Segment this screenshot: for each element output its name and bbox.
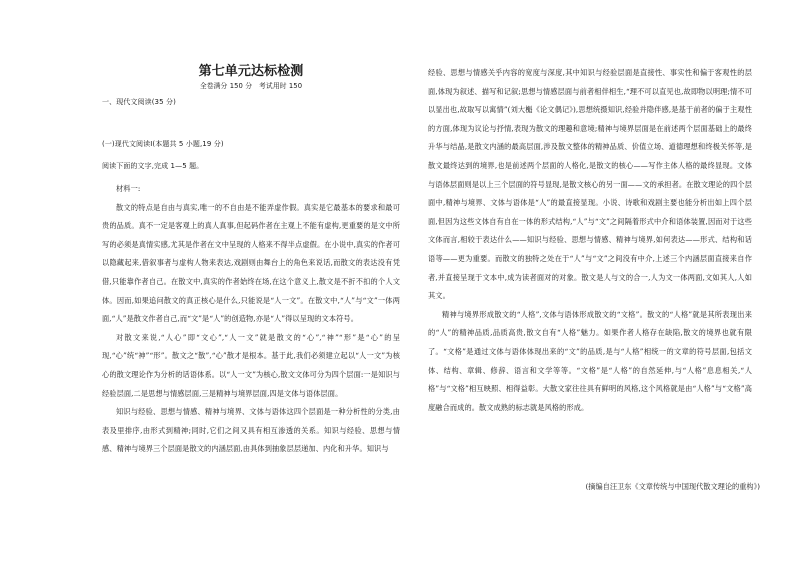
page-title: 第七单元达标检测: [198, 64, 304, 79]
reading-instruction: 阅读下面的文字,完成 1—5 题。: [102, 162, 204, 170]
material-label: 材料一:: [116, 184, 141, 193]
section-heading: 一、现代文阅读(35 分): [102, 98, 176, 106]
paragraph: 精神与境界形成散文的“人格”,文体与语体形成散文的“文格”。散文的“人格”就是其所表现出来的“人”的精神品质,品质高贵,散文自有“人格”魅力。如果作者人格存在缺陷,散文的境界也就有限了。“文格”是通过文体与语体体现出来的“文”的品质,是与“人格”相统一的文章的符号层面,包括文体、结构、章辑、修辞、语言和文学等等。“文格”是“人格”的自然延伸,与“人格”息息相关,“人格”与“文格”相互映照、相得益彰。大散文家往往具有鲜明的风格,这个风格就是由“人格”与“文格”高度融合而成的。散文成熟的标志就是风格的形成。: [428, 309, 752, 412]
left-column: [102, 64, 400, 459]
paragraph: 知识与经验、思想与情感、精神与境界、文体与语体这四个层面是一种分析性的分类,由表及里排序,由形式到精神;同时,它们之间又具有相互渗透的关系。知识与经验、思想与情感、精神与境界三个层面是散文的内涵层面,由具体到抽象层层递加、内化和升华。知识与: [102, 407, 400, 454]
paragraph: 经验、思想与情感关乎内容的宽度与深度,其中知识与经验层面是直接性、事实性和偏于客观性的层面,体现为叙述、描写和记叙;思想与情感层面与前者相伴相生,“理不可以直见也,故即物以明理;情不可以显出也,故取写以寓情”(刘大櫆《论文偶记》),思想统摄知识,经验并隐伴感,是基于前者的偏于主观性的方面,体现为议论与抒情,表现为散文的理趣和意境;精神与境界层面是在前述两个层面基础上的最终升华与结晶,是散文内涵的最高层面,涉及散文整体的精神品质、价值立场、道德理想和终极关怀等,是散文最终达到的境界,也是前述两个层面的人格化,是散文的核心——写作主体人格的最终显现。文体与语体层面则是以上三个层面的符号显现,是散文核心的另一面——文的承担者。在散文理论的四个层面中,精神与境界、文体与语体是“人”的最直接显现。小说、诗歌和戏剧主要也能分析出如上四个层面,但因为这些文体自有自在一体的形式结构,“人”与“文”之间隔着形式中介和语体装置,因而对于这些文体而言,相较于表达什么——知识与经验、思想与情感、精神与境界,如何表达——形式、结构和话语等——更为重要。而散文的独特之处在于“人”与“文”之间没有中介,上述三个内涵层面直接来自作者,并直接呈现于文本中,成为读者面对的对象。散文是人与文的合一,人为文一体两面,文如其人,人如其文。: [428, 68, 752, 301]
source-citation: (摘编自汪卫东《文章传统与中国现代散文理论的重构》): [585, 482, 760, 491]
paragraph: 散文的特点是自由与真实,唯一的不自由是不能弄虚作假。真实是它最基本的要求和最可贵的品质。真不一定是客观上的真人真事,但起码作者在主观上不能有虚构,更重要的是文中所写的必须是真情实感,尤其是作者在文中呈现的人格来不得半点虚假。在小说中,真实的作者可以隐藏起来,借叙事者与虚构人物来表达,戏剧则由舞台上的角色来说话,而散文的表达没有凭借,只能靠作者自己。在散文中,真实的作者始终在场,在这个意义上,散文是不折不扣的个人文体。因而,如果追问散文的真正核心是什么,只能说是“人一文”。在散文中,“人”与“文”一体两面,“人”是散文作者自己,而“文”是“人”的创造物,亦是“人”得以呈现的文本符号。: [102, 202, 400, 324]
subsection-heading: (一)现代文阅读Ⅰ(本题共 5 小题,19 分): [102, 140, 224, 148]
paragraph: 对散文来说,“人心”即“文心”,“人一文”就是散文的“心”,“神”“形”是“心”的呈现,“心”统“神”“形”。散文之“散”,“心”散才是根本。基于此,我们必须建立起以“人一文”为核心的散文理论作为分析的话语体系。以“人一文”为核心,散文文体可分为四个层面:一是知识与经验层面,二是思想与情感层面,三是精神与境界层面,四是文体与语体层面。: [102, 332, 400, 398]
exam-meta: 全卷满分 150 分 考试用时 150: [199, 82, 303, 90]
right-column: [428, 64, 752, 417]
